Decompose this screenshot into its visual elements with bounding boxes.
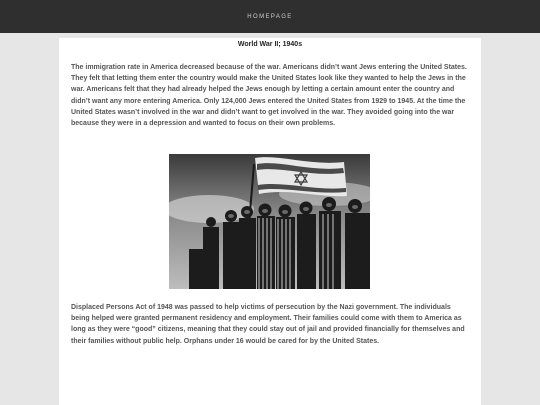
homepage-link[interactable]: HOMEPAGE (247, 13, 293, 20)
immigration-paragraph: The immigration rate in America decreased because of the war. Americans didn’t want Jews entering the United States. They felt that letting them enter the country would make the United States look like they wanted to help the Jews in the war. Americans felt that they had already helped the Jews enough by letting a certain amount enter the country and didn’t want any more entering America. Only 124,000 Jews entered the United States from 1929 to 1945. At the time the United States wasn’t involved in the war and didn’t want to get involved in the war. They avoided going into the war because they were in a depression and wanted to focus on their own problems. (71, 64, 467, 128)
page-title: World War II; 1940s (237, 41, 303, 48)
article-panel (59, 38, 481, 405)
refugees-flag-photo (169, 154, 370, 289)
top-navigation-bar (0, 0, 540, 33)
displaced-persons-paragraph: Displaced Persons Act of 1948 was passed to help victims of persecution by the Nazi government. The individuals being helped were granted permanent residency and employment. Their families could come with them to America as long as they were “good” citizens, meaning that they could stay out of jail and provided financially for themselves and their families without public help. Orphans under 16 would be cared for by the United States. (71, 304, 465, 345)
